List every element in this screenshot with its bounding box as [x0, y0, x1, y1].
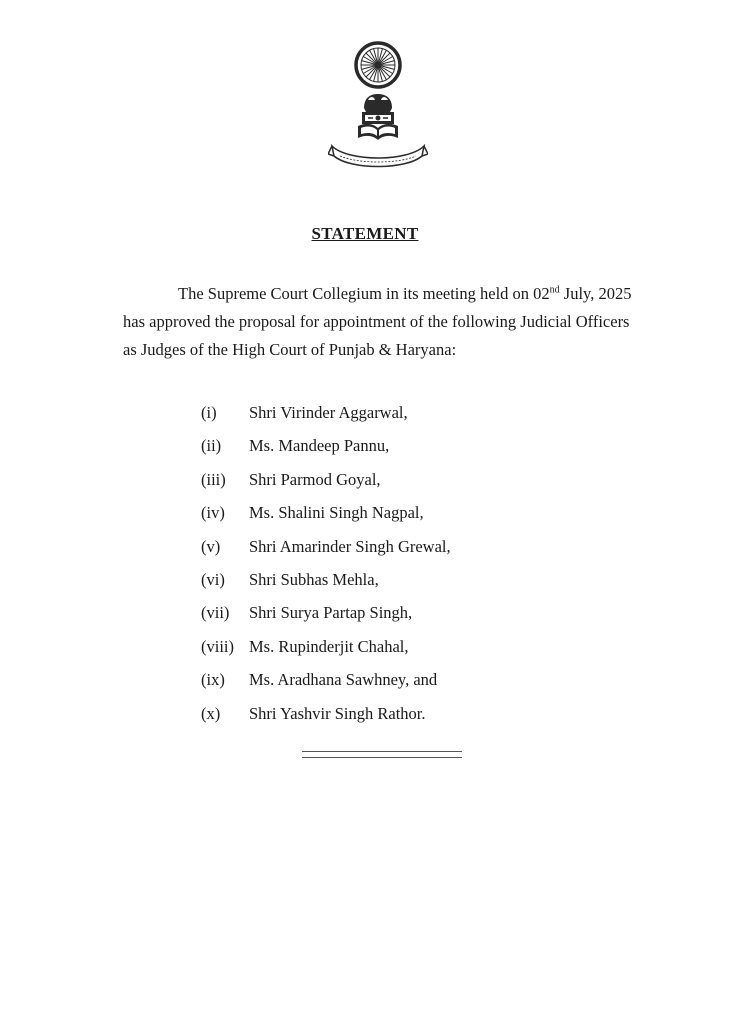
paragraph-line-3: as Judges of the High Court of Punjab & Haryana:: [123, 340, 457, 359]
list-item-name: Shri Surya Partap Singh,: [249, 603, 413, 623]
list-item-name: Shri Virinder Aggarwal,: [249, 403, 408, 422]
supreme-court-emblem-icon: [328, 38, 428, 170]
list-item: [201, 429, 451, 462]
book-icon: [358, 124, 398, 140]
chakra-wheel-icon: [356, 43, 400, 87]
list-item-name: Ms. Mandeep Pannu,: [249, 436, 390, 456]
paragraph-line-2: has approved the proposal for appointment of the following Judicial Officers: [123, 312, 630, 331]
motto-banner-icon: [328, 146, 428, 167]
list-item-name: Shri Parmod Goyal,: [249, 469, 381, 489]
list-item-number: (x): [201, 703, 221, 723]
list-item-number: (ix): [201, 670, 225, 690]
paragraph-text-after-sup: July, 2025: [559, 284, 632, 303]
closing-double-rule: [302, 751, 462, 758]
list-item-number: (ii): [201, 436, 222, 456]
list-item-name: Shri Amarinder Singh Grewal,: [249, 536, 451, 556]
lion-capital-icon: [362, 94, 394, 124]
statement-title: STATEMENT: [311, 224, 419, 243]
list-item-number: (vii): [201, 603, 230, 623]
list-item-number: (viii): [201, 636, 234, 656]
list-item-name: Ms. Rupinderjit Chahal,: [249, 636, 409, 656]
list-item: [201, 663, 451, 696]
date-ordinal-suffix: nd: [549, 284, 560, 296]
list-item-name: Shri Yashvir Singh Rathor.: [249, 703, 426, 723]
list-item: [201, 630, 451, 663]
list-item-name: Shri Subhas Mehla,: [249, 569, 379, 589]
paragraph-line-1: [123, 280, 683, 308]
list-item: [201, 396, 451, 429]
list-item-number: (vi): [201, 569, 225, 589]
statement-paragraph: [123, 280, 683, 364]
list-item-number: (iii): [201, 469, 226, 489]
list-item: [201, 530, 451, 563]
list-item-name: Ms. Shalini Singh Nagpal,: [249, 503, 424, 523]
list-item-number: (v): [201, 536, 221, 556]
judges-list: [201, 396, 451, 730]
list-item: [201, 463, 451, 496]
list-item-number: (i): [201, 403, 217, 422]
list-item: [201, 697, 451, 730]
list-item: [201, 596, 451, 629]
list-item-name: Ms. Aradhana Sawhney, and: [249, 670, 438, 690]
paragraph-text-before-sup: The Supreme Court Collegium in its meeting held on 02: [178, 284, 550, 303]
list-item: [201, 496, 451, 529]
list-item: [201, 563, 451, 596]
list-item-number: (iv): [201, 503, 225, 523]
